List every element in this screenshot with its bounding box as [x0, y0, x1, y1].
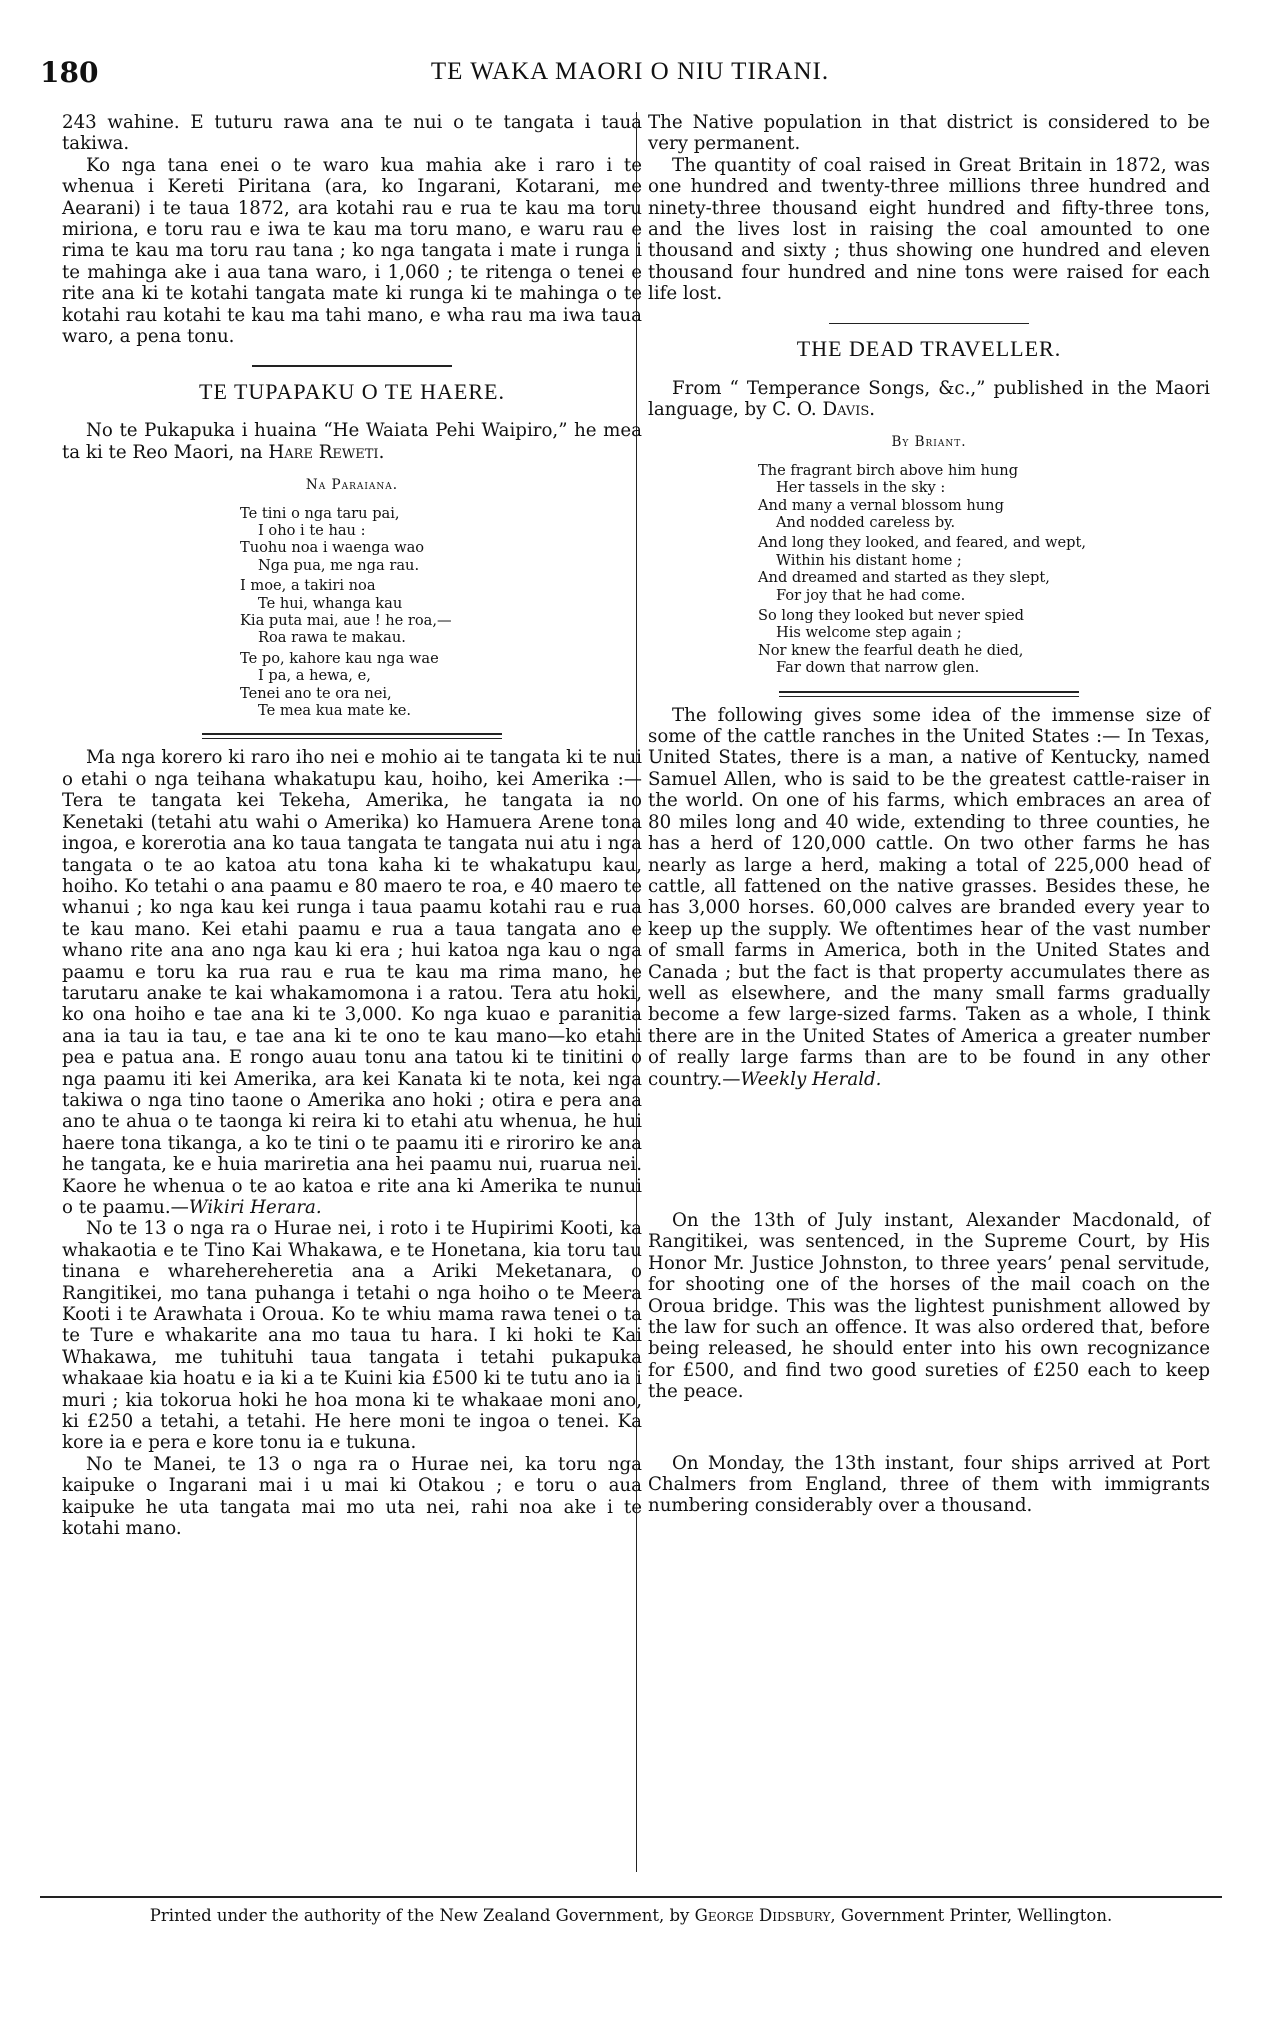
article-cattle-text: Ma nga korero ki raro iho nei e mohio ai te tangata ki te nui o etahi o nga teihana whakatupu kau, hoiho, kei Amerika :—Tera te tangata kei Tekeha, Amerika, he tangata ia no Kenetaki (tetahi atu wahi o Amerika) ko Hamuera Arene tona ingoa, e korerotia ana ko taua tangata te tangata nui atu i nga tangata o te ao katoa atu tona kaha ki te whakatupu kau, hoiho. Ko tetahi o ana paamu e 80 maero te roa, e 40 maero te whanui ; ko nga kau kei runga i taua paamu kotahi rau e rua te kau mano. Kei etahi paamu e rua a taua tangata ano e whano rite ana ano nga kau ki era ; hui katoa nga kau o nga paamu e toru ka rua rau e rua te kau ma rima mano, he tarutaru anake te kai whakamomona i a ratou. Tera atu hoki, ko ona hoiho e tae ana ki te 3,000. Ko nga kuao e paranitia ana ia tau ia tau, e tae ana ki te ono te kau mano—ko etahi pea e patua ana. E rongo auau tonu ana tatou ki te tinitini o nga paamu iti kei Amerika, ara kei Kanata ki te nota, kei nga takiwa o nga tino taone o Amerika ano hoki ; otira e pera ana ano te ahua o te taonga ki reira ki to etahi atu whenua, he hui haere tona tikanga, a ko te tini o te paamu iti e riroriro ke ana he tangata, ke e huia mariretia ana hei paamu nui, ruarua nei. Kaore he whenua o te ao katoa e rite ana ki Amerika te nunui o te paamu.— — [62, 747, 642, 1218]
poem — [758, 462, 1210, 677]
section-rule — [252, 365, 452, 367]
poem-intro-author: Hare Reweti. — [268, 441, 385, 463]
stanza — [240, 577, 642, 647]
poem-line: Nga pua, me nga rau. — [258, 556, 420, 574]
stanza — [758, 607, 1210, 677]
poem-intro-author: Davis. — [822, 398, 876, 420]
article-cattle-source: Wikiri Herara. — [188, 1197, 322, 1218]
article-population: The Native population in that district is considered to be very permanent. — [648, 112, 1210, 155]
section-double-rule — [202, 733, 502, 739]
running-title: TE WAKA MAORI O NIU TIRANI. — [430, 58, 830, 85]
page-header — [40, 52, 1220, 102]
poem-line: Te po, kahore kau nga wae — [240, 649, 439, 667]
poem-intro — [62, 420, 642, 463]
poem-line: And nodded careless by. — [776, 514, 956, 531]
poem-intro-text: From “ Temperance Songs, &c.,” published in the Maori language, by C. O. — [648, 377, 1210, 420]
article-coal: Ko nga tana enei o te waro kua mahia ake i raro i te whenua i Kereti Piritana (ara, ko Ingarani, Kotarani, me Aearani) i te taua 1872, ara kotahi rau e rua te kau ma toru miriona, e toru rau e iwa te kau ma toru mano, e waru rau e rima te kau ma toru rau tana ; ko nga tangata i mate i runga i te mahinga ake i aua tana waro, i 1,060 ; te ritenga o tenei e rite ana ki te kotahi tangata mate ki runga ki te mahinga o te kotahi rau kotahi te kau ma tahi mano, e wha rau ma iwa taua waro, a pena tonu. — [62, 154, 642, 348]
poem-line: I oho i te hau : — [258, 522, 366, 539]
spacer — [648, 1403, 1210, 1443]
poem-line: Her tassels in the sky : — [776, 479, 946, 497]
stanza — [240, 505, 642, 575]
article-cattle — [62, 747, 642, 1218]
english-column — [648, 112, 1210, 1517]
article-court: On the 13th of July instant, Alexander Macdonald, of Rangitikei, was sentenced, in the Supreme Court, by His Honor Mr. Justice Johnston, to three years’ penal servitude, for shooting one of the horses of the mail coach on the Oroua bridge. This was the lightest punishment allowed by the law for such an offence. It was also ordered that, before being released, he should enter into his own recognizance for £500, and find two good sureties of £250 each to keep the peace. — [648, 1209, 1210, 1403]
poem — [240, 505, 642, 720]
poem-line: I pa, a hewa, e, — [258, 667, 371, 685]
poem-line: Far down that narrow glen. — [776, 659, 980, 677]
poem-line: And many a vernal blossom hung — [758, 496, 1004, 514]
poem-line: Te tini o nga taru pai, — [240, 504, 400, 522]
imprint-printer: George Didsbury — [694, 1906, 831, 1925]
stanza — [758, 534, 1210, 604]
imprint-prefix: Printed under the authority of the New Zealand Government, by — [149, 1906, 695, 1925]
poem-heading: TE TUPAPAKU O TE HAERE. — [199, 378, 505, 404]
poem-line: Tuohu noa i waenga wao — [240, 539, 425, 557]
poem-line: His welcome step again ; — [776, 624, 962, 642]
page-number: 180 — [40, 56, 99, 89]
poem-intro-text: No te Pukapuka i huaina “He Waiata Pehi Waipiro,” he mea ta ki te Reo Maori, na — [62, 420, 642, 463]
article-coal: The quantity of coal raised in Great Britain in 1872, was one hundred and twenty-three millions three hundred and ninety-three thousand eight hundred and fifty-three tons, and the lives lost in raising the coal amounted to one thousand and sixty ; thus showing one hundred and eleven thousand four hundred and nine tons were raised for each life lost. — [648, 154, 1210, 305]
spacer — [648, 1150, 1210, 1210]
article-population: 243 wahine. E tuturu rawa ana te nui o te tangata i taua takiwa. — [62, 112, 642, 155]
poem-author: Na Paraiana. — [305, 477, 399, 494]
maori-column — [62, 112, 642, 1540]
poem-line: The fragrant birch above him hung — [758, 461, 1019, 479]
poem-line: So long they looked but never spied — [758, 607, 1024, 625]
poem-line: And long they looked, and feared, and wept, — [758, 534, 1086, 552]
article-cattle-source: Weekly Herald. — [740, 1068, 882, 1090]
stanza — [240, 650, 642, 720]
poem-line: I moe, a takiri noa — [240, 577, 376, 595]
spacer — [648, 1443, 1210, 1453]
article-cattle-text: The following gives some idea of the immense size of some of the cattle ranches in the United States :— In Texas, United States, there is a man, a native of Kentucky, named Samuel Allen, who is said to be the greatest cattle-raiser in the world. On one of his farms, which embraces an area of 80 miles long and 40 wide, extending to three counties, he has a herd of 120,000 cattle. On two other farms he has nearly as large a herd, making a total of 225,000 head of cattle, all fattened on the native grasses. Besides these, he has 3,000 horses. 60,000 calves are branded every year to keep up the supply. We oftentimes hear of the vast number of small farms in America, both in the United States and Canada ; but the fact is that property accumulates there as well as elsewhere, and the many small farms gradually become a few large-sized farms. Taken as a whole, I think there are in the United States of America a greater number of really large farms than are to be found in any other country.— — [648, 704, 1210, 1090]
printer-imprint — [40, 1906, 1222, 1925]
poem-line: Te mea kua mate ke. — [258, 702, 412, 720]
section-double-rule — [779, 691, 1079, 697]
footer-rule — [40, 1896, 1222, 1898]
poem-line: For joy that he had come. — [776, 586, 966, 604]
poem-line: And dreamed and started as they slept, — [758, 569, 1050, 587]
poem-intro — [648, 378, 1210, 421]
poem-line: Tenei ano te ora nei, — [240, 684, 392, 702]
poem-heading: THE DEAD TRAVELLER. — [796, 336, 1062, 362]
poem-line: Te hui, whanga kau — [258, 594, 403, 612]
article-court: No te 13 o nga ra o Hurae nei, i roto i te Hupirimi Kooti, ka whakaotia e te Tino Kai Whakawa, e te Honetana, kia toru tau tinana e wharehereheretia ana a Ariki Meketanara, o Rangitikei, mo tana puhanga i tetahi o nga hoiho o te Meera Kooti i te Arawhata i Oroua. Ko te whiu mama rawa tenei o ta te Ture e whakarite ana mo taua tu hara. I ki hoki te Kai Whakawa, me tuhituhi taua tangata i tetahi pukapuka whakaae kia hoatu e ia ki a te Kuini kia £500 ki te tutu ano ia i muri ; kia tokorua hoki he hoa mona ki te whakaae moni ano, ki £250 a tetahi, a tetahi. He here moni te ingoa o tenei. Ka kore ia e pera e kore tonu ia e tukuna. — [62, 1218, 642, 1454]
poem-line: Kia puta mai, aue ! he roa,— — [240, 612, 452, 630]
spacer — [648, 1090, 1210, 1150]
article-ships: No te Manei, te 13 o nga ra o Hurae nei, ka toru nga kaipuke o Ingarani mai i u mai ki Otakou ; e toru o aua kaipuke he uta tangata mai mo uta nei, rahi noa ake i te kotahi mano. — [62, 1453, 642, 1540]
poem-line: Roa rawa te makau. — [258, 629, 406, 647]
poem-author: By Briant. — [891, 434, 967, 451]
article-ships: On Monday, the 13th instant, four ships arrived at Port Chalmers from England, three of them with immigrants numbering considerably over a thousand. — [648, 1452, 1210, 1517]
imprint-suffix: , Government Printer, Wellington. — [830, 1906, 1113, 1925]
stanza — [758, 462, 1210, 532]
poem-line: Within his distant home ; — [776, 551, 962, 569]
poem-line: Nor knew the fearful death he died, — [758, 641, 1024, 659]
article-cattle — [648, 705, 1210, 1090]
section-rule — [829, 323, 1029, 325]
